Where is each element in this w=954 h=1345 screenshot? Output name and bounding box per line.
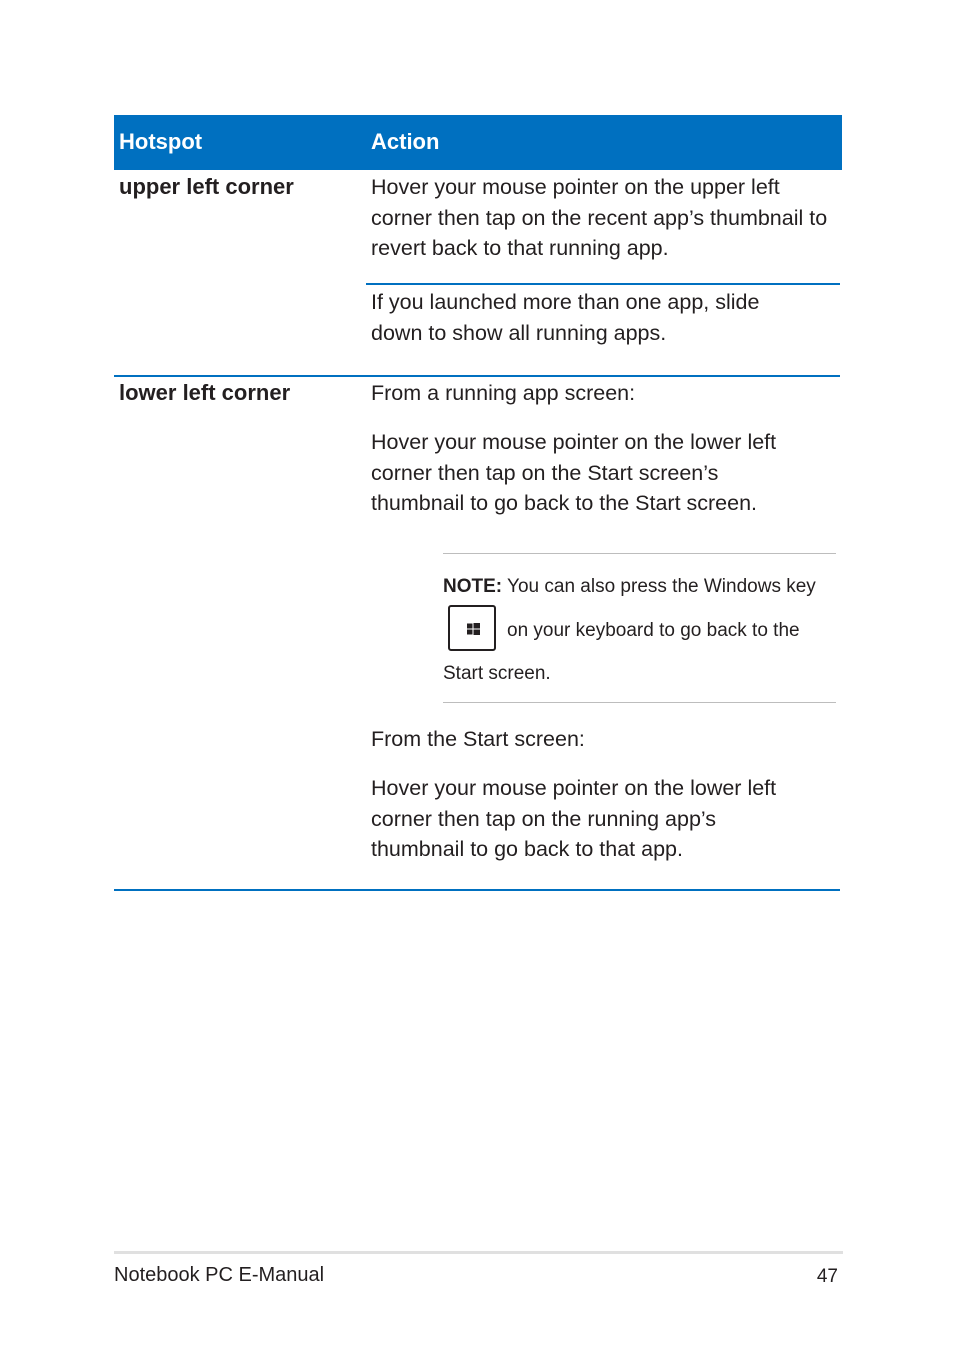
header-action: Action	[371, 129, 440, 154]
note-line-2: on your keyboard to go back to the	[507, 620, 800, 641]
note-text-1: You can also press the Windows key	[502, 576, 816, 597]
hotspot-lower-left-corner: lower left corner	[119, 380, 291, 405]
row-divider	[114, 375, 840, 377]
action-upper-left-hover: Hover your mouse pointer on the upper left corner then tap on the recent app’s thumbnail to revert back to that running app.	[371, 175, 828, 260]
note-top-rule	[443, 553, 836, 554]
action-from-start-screen: From the Start screen:	[371, 727, 585, 751]
footer-title: Notebook PC E-Manual	[114, 1264, 325, 1286]
hotspot-upper-left-corner: upper left corner	[119, 174, 294, 199]
table-header	[114, 115, 842, 170]
footer-rule	[114, 1251, 843, 1254]
header-hotspot: Hotspot	[119, 129, 203, 154]
note-bottom-rule	[443, 702, 836, 703]
note-line-1	[443, 575, 816, 599]
action-lower-left-to-start: Hover your mouse pointer on the lower left corner then tap on the Start screen’s thumbnail to go back to the Start screen.	[371, 430, 777, 515]
windows-logo-icon	[467, 623, 480, 635]
action-upper-left-slide: If you launched more than one app, slide down to show all running apps.	[371, 290, 760, 345]
action-lower-left-to-app: Hover your mouse pointer on the lower left corner then tap on the running app’s thumbnail to go back to that app.	[371, 776, 777, 861]
table-bottom-rule	[114, 889, 840, 891]
page-number: 47	[816, 1266, 838, 1287]
action-divider	[366, 283, 840, 285]
windows-key	[448, 605, 496, 651]
note-label: NOTE:	[443, 576, 503, 597]
action-from-running-app: From a running app screen:	[371, 381, 636, 405]
note-line-3: Start screen.	[443, 663, 551, 684]
